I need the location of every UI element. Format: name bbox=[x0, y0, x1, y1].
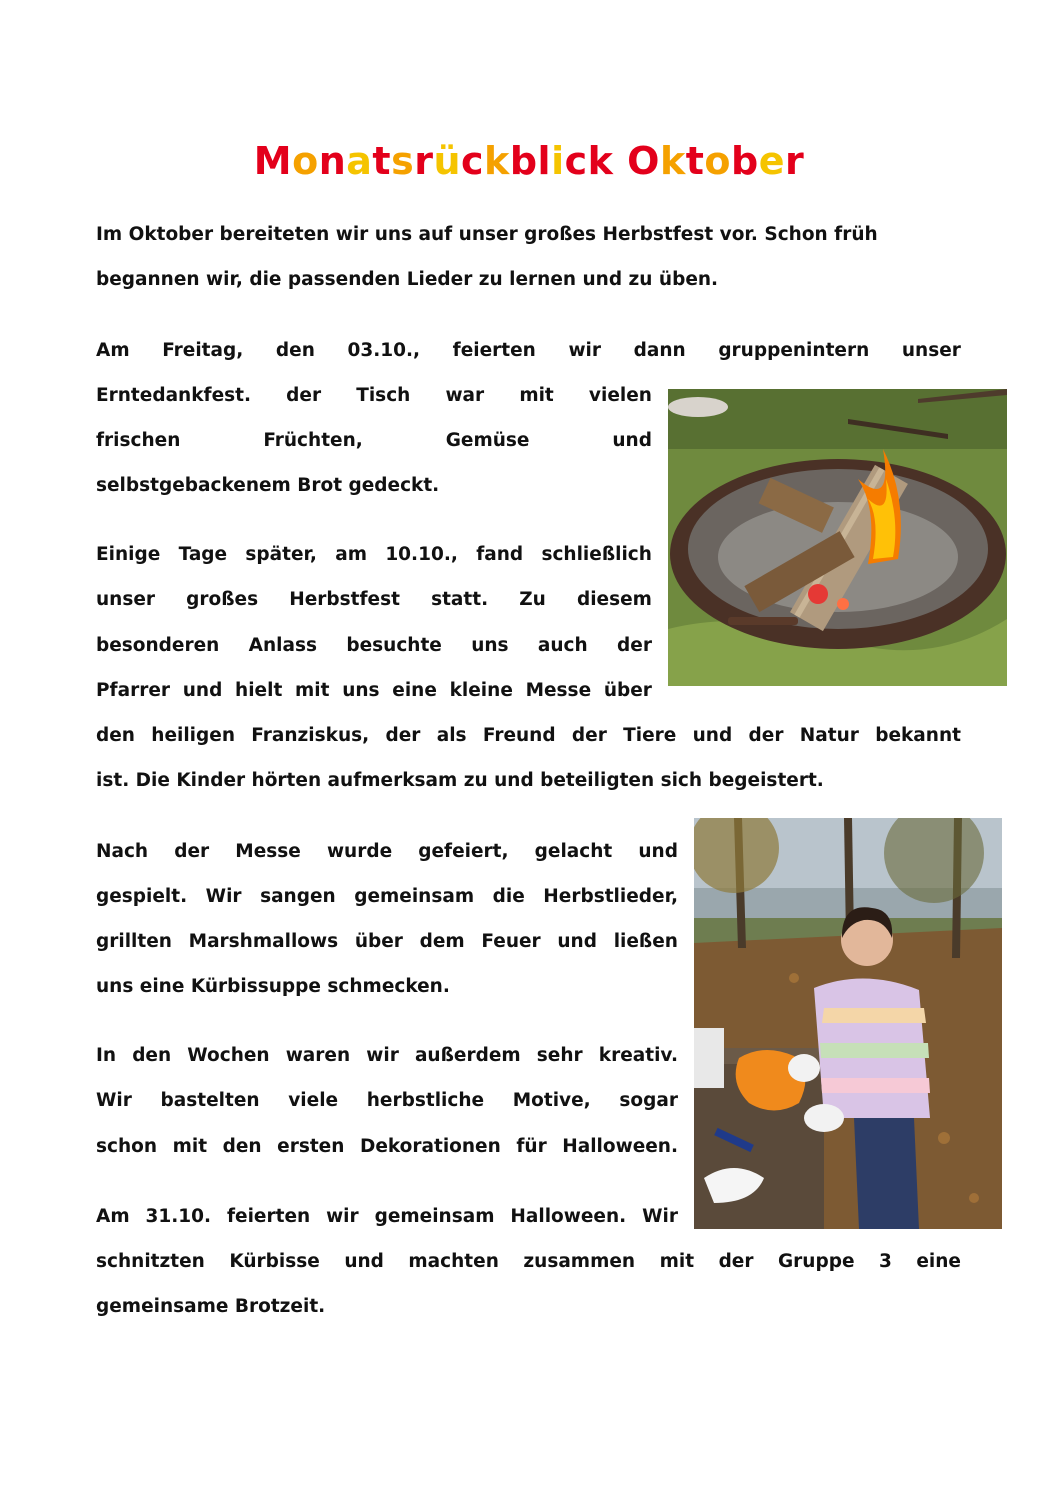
title-letter: n bbox=[318, 139, 347, 183]
text-line: In den Wochen waren wir außerdem sehr kreativ. bbox=[96, 1045, 678, 1066]
text-line: Nach der Messe wurde gefeiert, gelacht und bbox=[96, 841, 678, 862]
text-line: gespielt. Wir sangen gemeinsam die Herbstlieder, bbox=[96, 886, 678, 907]
text-line: Erntedankfest. der Tisch war mit vielen bbox=[96, 385, 652, 406]
text-line: uns eine Kürbissuppe schmecken. bbox=[96, 976, 450, 997]
title-letter: b bbox=[731, 139, 759, 183]
text-line: Im Oktober bereiteten wir uns auf unser großes Herbstfest vor. Schon früh bbox=[96, 224, 878, 245]
child-pumpkin-photo bbox=[694, 818, 1002, 1229]
title-letter: ü bbox=[433, 139, 462, 183]
title-letter: k bbox=[659, 139, 686, 183]
title-letter: o bbox=[292, 139, 319, 183]
title-letter: b bbox=[509, 139, 538, 183]
title-letter: o bbox=[704, 139, 732, 183]
text-line: schnitzten Kürbisse und machten zusammen mit der Gruppe 3 eine bbox=[96, 1251, 961, 1272]
text-line: ist. Die Kinder hörten aufmerksam zu und beteiligten sich begeistert. bbox=[96, 770, 824, 791]
text-line: Pfarrer und hielt mit uns eine kleine Messe über bbox=[96, 680, 652, 701]
text-line: Wir bastelten viele herbstliche Motive, sogar bbox=[96, 1090, 678, 1111]
page-title bbox=[0, 136, 1058, 186]
title-letter: a bbox=[346, 139, 373, 183]
text-line: den heiligen Franziskus, der als Freund der Tiere und der Natur bekannt bbox=[96, 725, 961, 746]
title-letter: k bbox=[587, 139, 614, 183]
title-letter: s bbox=[391, 139, 415, 183]
title-letter: i bbox=[551, 139, 565, 183]
text-line: besonderen Anlass besuchte uns auch der bbox=[96, 635, 652, 656]
text-line: grillten Marshmallows über dem Feuer und ließen bbox=[96, 931, 678, 952]
title-letter: k bbox=[484, 139, 510, 183]
text-line: selbstgebackenem Brot gedeckt. bbox=[96, 475, 440, 496]
title-letter: r bbox=[414, 139, 434, 183]
text-line: unser großes Herbstfest statt. Zu diesem bbox=[96, 589, 652, 610]
text-line: Am 31.10. feierten wir gemeinsam Halloween. Wir bbox=[96, 1206, 678, 1227]
text-line: schon mit den ersten Dekorationen für Halloween. bbox=[96, 1136, 678, 1157]
text-line: begannen wir, die passenden Lieder zu lernen und zu üben. bbox=[96, 269, 719, 290]
title-letter: r bbox=[785, 139, 805, 183]
title-letter: c bbox=[564, 139, 588, 183]
title-letter: M bbox=[253, 139, 293, 183]
text-line: Am Freitag, den 03.10., feierten wir dann gruppenintern unser bbox=[96, 340, 961, 361]
title-letter: c bbox=[461, 139, 485, 183]
text-line: Einige Tage später, am 10.10., fand schließlich bbox=[96, 544, 652, 565]
title-letter bbox=[613, 136, 627, 186]
title-letter: O bbox=[627, 139, 660, 183]
text-line: gemeinsame Brotzeit. bbox=[96, 1296, 326, 1317]
fire-pit-photo bbox=[668, 389, 1007, 686]
title-letter: l bbox=[537, 139, 552, 183]
title-letter: t bbox=[685, 139, 705, 183]
title-letter: t bbox=[372, 139, 392, 183]
text-line: frischen Früchten, Gemüse und bbox=[96, 430, 652, 451]
title-letter: e bbox=[758, 139, 785, 183]
